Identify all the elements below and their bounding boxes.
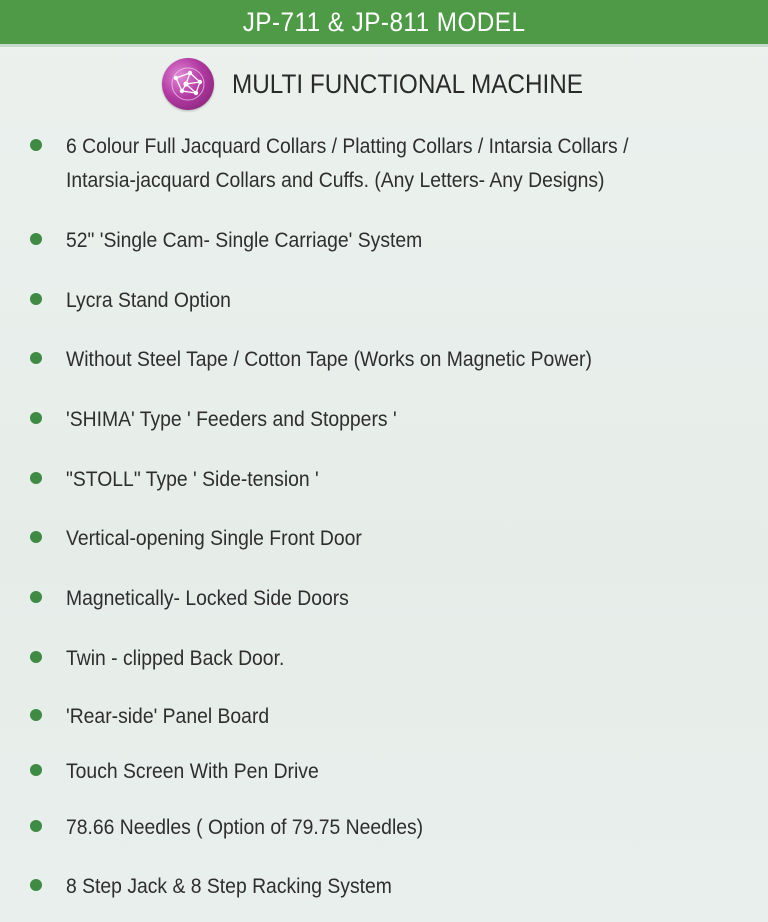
list-item xyxy=(30,521,750,555)
feature-line: Intarsia-jacquard Collars and Cuffs. (Any Letters- Any Designs) xyxy=(66,168,605,192)
bullet-icon xyxy=(30,591,42,603)
bullet-icon xyxy=(30,412,42,424)
bullet-icon xyxy=(30,139,42,151)
feature-line: 6 Colour Full Jacquard Collars / Platting Collars / Intarsia Collars / xyxy=(66,134,629,158)
bullet-icon xyxy=(30,352,42,364)
feature-text: "STOLL" Type ' Side-tension ' xyxy=(66,467,319,491)
feature-text: 'Rear-side' Panel Board xyxy=(66,704,270,728)
feature-text: Twin - clipped Back Door. xyxy=(66,646,285,670)
list-item xyxy=(30,810,750,844)
bullet-icon xyxy=(30,709,42,721)
bullet-icon xyxy=(30,233,42,245)
feature-text: Without Steel Tape / Cotton Tape (Works on Magnetic Power) xyxy=(66,347,592,371)
bullet-icon xyxy=(30,472,42,484)
bullet-icon xyxy=(30,764,42,776)
bullet-icon xyxy=(30,293,42,305)
list-item xyxy=(30,342,750,376)
list-item xyxy=(30,754,750,788)
feature-text: Touch Screen With Pen Drive xyxy=(66,759,319,783)
section-title: MULTI FUNCTIONAL MACHINE xyxy=(232,68,584,99)
list-item xyxy=(30,402,750,436)
feature-text: 52" 'Single Cam- Single Carriage' System xyxy=(66,228,423,252)
list-item xyxy=(30,223,750,257)
feature-text: 'SHIMA' Type ' Feeders and Stoppers ' xyxy=(66,407,397,431)
feature-text xyxy=(66,129,682,197)
list-item xyxy=(30,283,750,317)
list-item xyxy=(30,699,750,733)
bullet-icon xyxy=(30,820,42,832)
list-item xyxy=(30,129,750,197)
feature-text: Vertical-opening Single Front Door xyxy=(66,526,362,550)
list-item xyxy=(30,869,750,903)
feature-text: Magnetically- Locked Side Doors xyxy=(66,586,349,610)
feature-text: 78.66 Needles ( Option of 79.75 Needles) xyxy=(66,815,424,839)
list-item xyxy=(30,462,750,496)
bullet-icon xyxy=(30,531,42,543)
list-item xyxy=(30,581,750,615)
bullet-icon xyxy=(30,879,42,891)
feature-text: Lycra Stand Option xyxy=(66,288,231,312)
feature-text: 8 Step Jack & 8 Step Racking System xyxy=(66,874,392,898)
model-title: JP-711 & JP-811 MODEL xyxy=(242,6,526,37)
list-item xyxy=(30,641,750,675)
bullet-icon xyxy=(30,651,42,663)
